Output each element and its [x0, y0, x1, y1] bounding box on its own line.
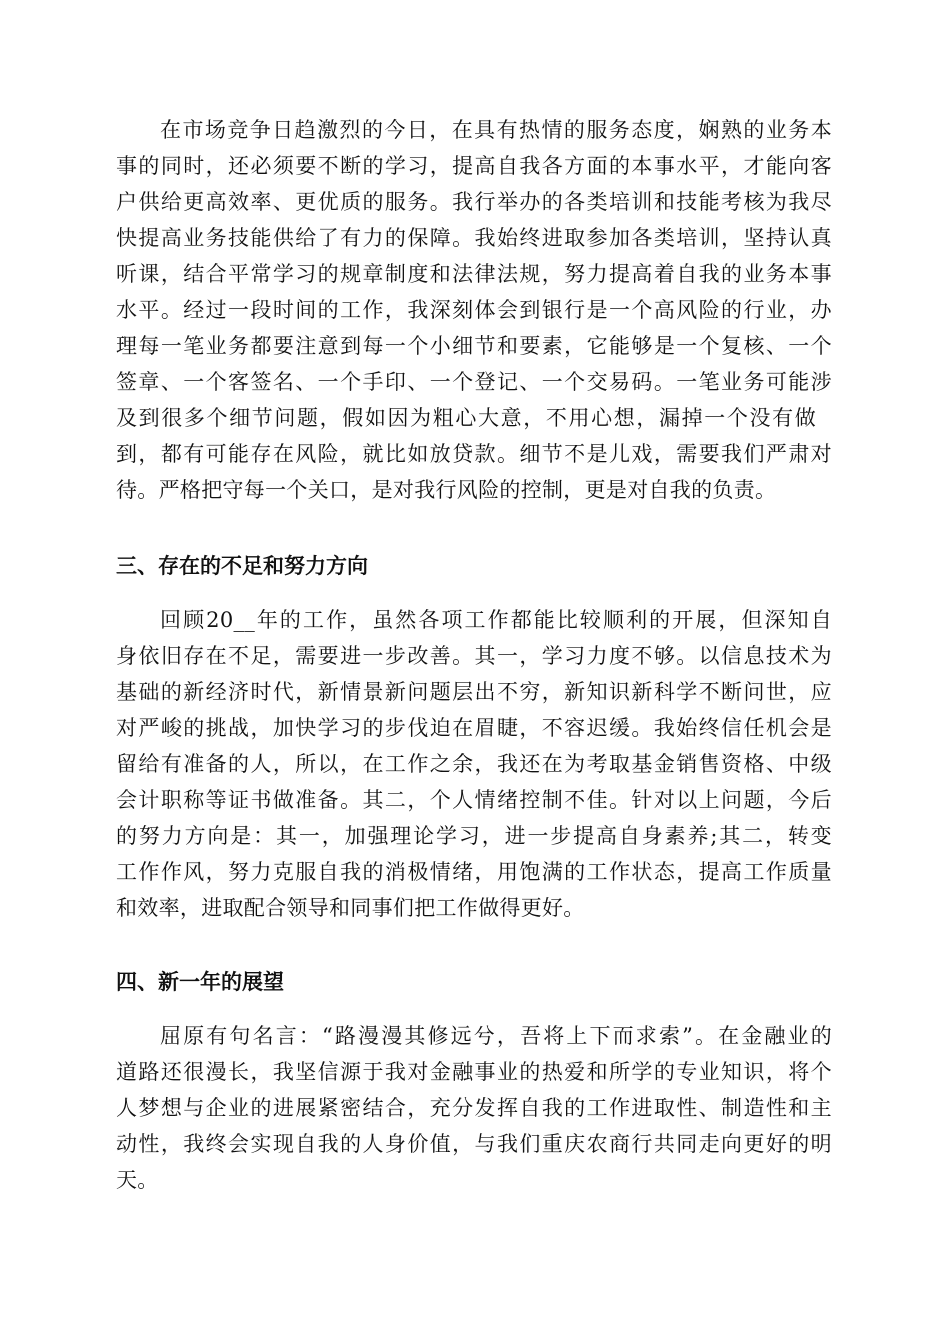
paragraph-line: 屈原有句名言：“路漫漫其修远兮，吾将上下而求索”。在金融业的 [160, 1024, 832, 1048]
section-heading: 三、存在的不足和努力方向 [116, 554, 368, 578]
paragraph-line: 人梦想与企业的进展紧密结合，充分发挥自我的工作进取性、制造性和主 [116, 1096, 832, 1120]
paragraph-line: 快提高业务技能供给了有力的保障。我始终进取参加各类培训，坚持认真 [116, 226, 832, 250]
paragraph-line: 会计职称等证书做准备。其二，个人情绪控制不佳。针对以上问题，今后 [116, 788, 832, 812]
paragraph-line: 水平。经过一段时间的工作，我深刻体会到银行是一个高风险的行业，办 [116, 298, 832, 322]
paragraph-line: 基础的新经济时代，新情景新问题层出不穷，新知识新科学不断问世，应 [116, 680, 832, 704]
paragraph-line: 的努力方向是：其一，加强理论学习，进一步提高自身素养;其二，转变 [116, 824, 832, 848]
paragraph-line: 听课，结合平常学习的规章制度和法律法规，努力提高着自我的业务本事 [116, 262, 832, 286]
paragraph-line: 到，都有可能存在风险，就比如放贷款。细节不是儿戏，需要我们严肃对 [116, 442, 832, 466]
paragraph-line: 身依旧存在不足，需要进一步改善。其一，学习力度不够。以信息技术为 [116, 644, 832, 668]
paragraph-line: 签章、一个客签名、一个手印、一个登记、一个交易码。一笔业务可能涉 [116, 370, 832, 394]
paragraph-line: 待。严格把守每一个关口，是对我行风险的控制，更是对自我的负责。 [116, 478, 777, 502]
paragraph-line: 回顾20__年的工作，虽然各项工作都能比较顺利的开展，但深知自 [160, 608, 832, 632]
paragraph-line: 动性，我终会实现自我的人身价值，与我们重庆农商行共同走向更好的明 [116, 1132, 832, 1156]
paragraph-line: 理每一笔业务都要注意到每一个小细节和要素，它能够是一个复核、一个 [116, 334, 832, 358]
paragraph-line: 和效率，进取配合领导和同事们把工作做得更好。 [116, 896, 585, 920]
paragraph-line: 在市场竞争日趋激烈的今日，在具有热情的服务态度，娴熟的业务本 [160, 118, 832, 142]
paragraph-line: 工作作风，努力克服自我的消极情绪，用饱满的工作状态，提高工作质量 [116, 860, 832, 884]
paragraph-line: 及到很多个细节问题，假如因为粗心大意，不用心想，漏掉一个没有做 [116, 406, 816, 430]
paragraph-line: 户供给更高效率、更优质的服务。我行举办的各类培训和技能考核为我尽 [116, 190, 832, 214]
paragraph-line: 道路还很漫长，我坚信源于我对金融事业的热爱和所学的专业知识，将个 [116, 1060, 832, 1084]
paragraph-line: 天。 [116, 1168, 159, 1192]
section-heading: 四、新一年的展望 [116, 970, 284, 994]
paragraph-line: 留给有准备的人，所以，在工作之余，我还在为考取基金销售资格、中级 [116, 752, 832, 776]
paragraph-line: 对严峻的挑战，加快学习的步伐迫在眉睫，不容迟缓。我始终信任机会是 [116, 716, 832, 740]
paragraph-line: 事的同时，还必须要不断的学习，提高自我各方面的本事水平，才能向客 [116, 154, 832, 178]
